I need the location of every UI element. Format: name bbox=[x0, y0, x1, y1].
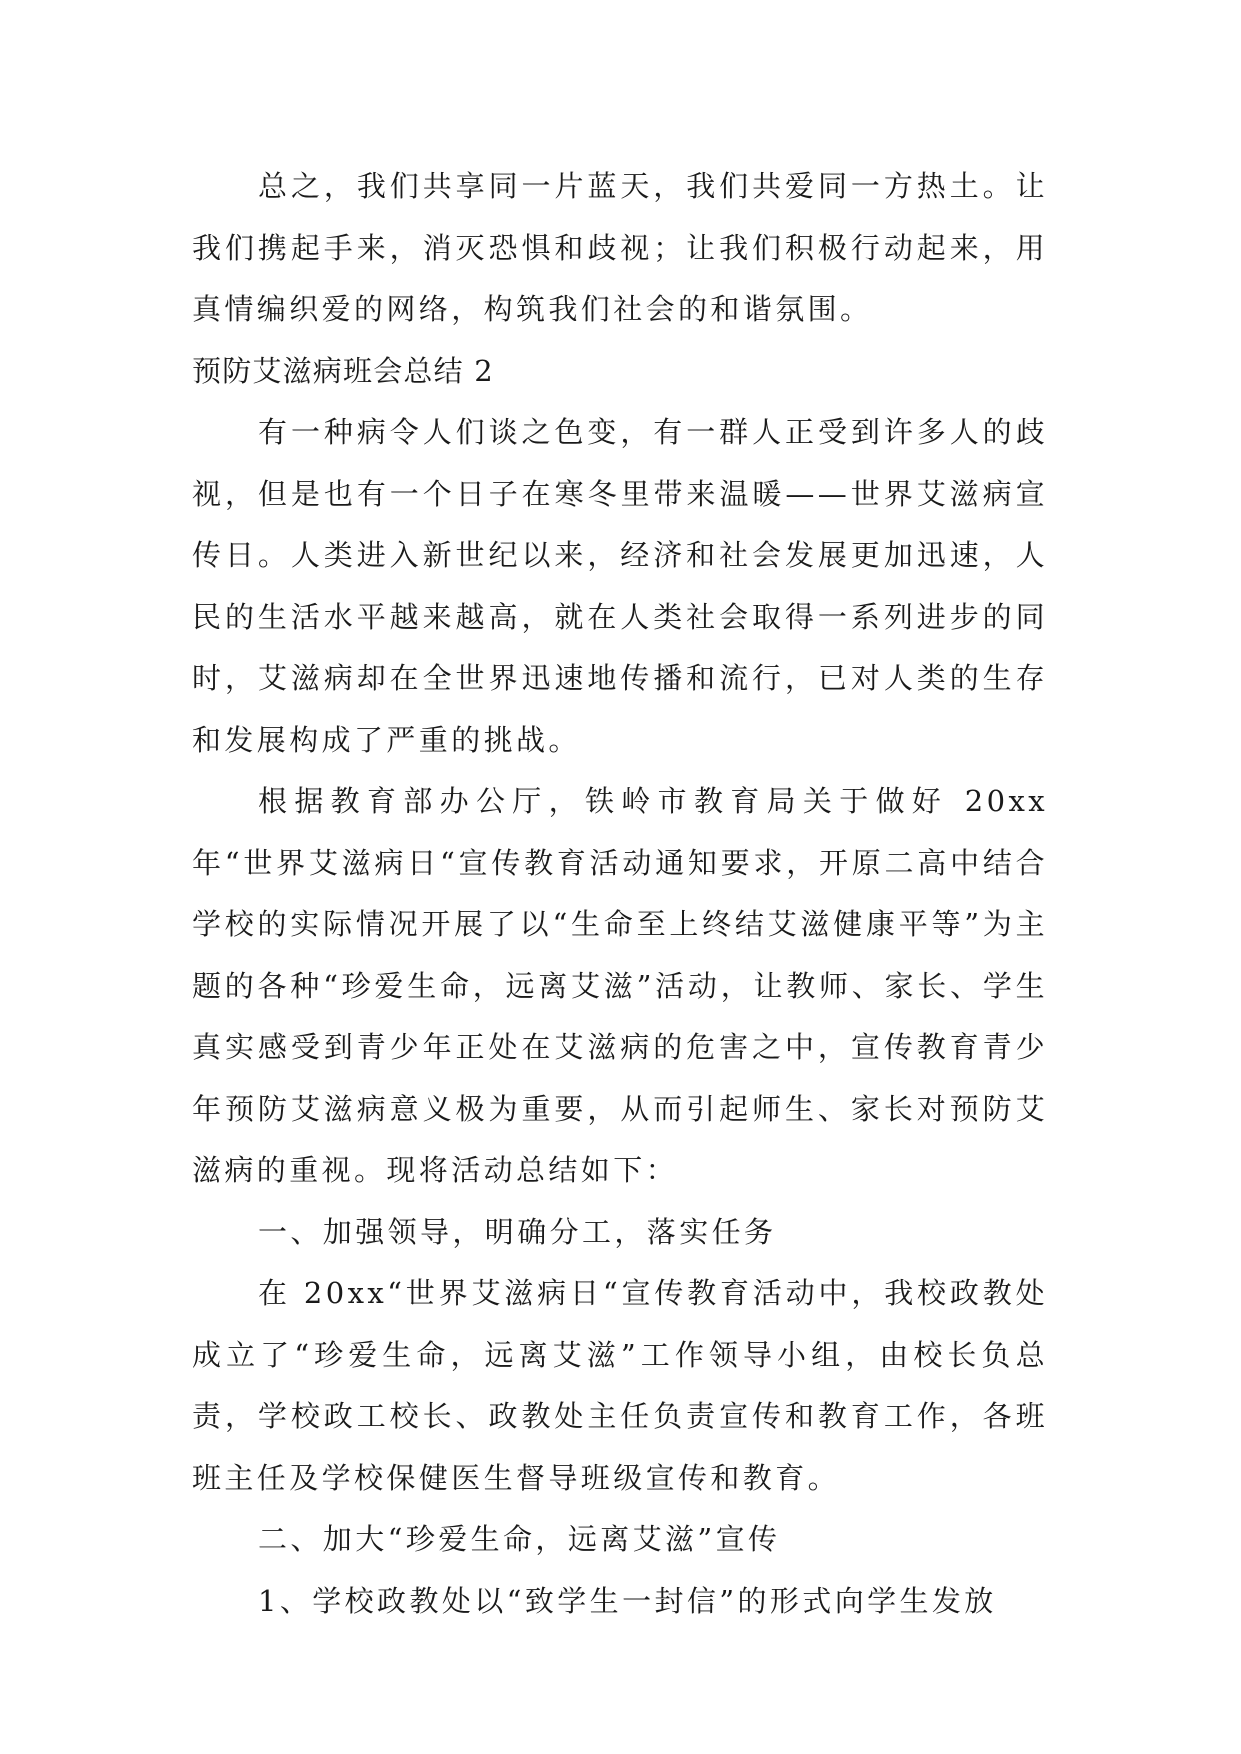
section-title: 预防艾滋病班会总结 2 bbox=[192, 353, 494, 388]
leadership-paragraph: 在 20xx“世界艾滋病日“宣传教育活动中，我校政教处成立了“珍爱生命，远离艾滋”工作领导小组，由校长负总责，学校政工校长、政教处主任负责宣传和教育工作，各班班主任及学校保健医生督导班级宣传和教育。 bbox=[192, 1276, 1048, 1495]
intro-paragraph: 有一种病令人们谈之色变，有一群人正受到许多人的歧视，但是也有一个日子在寒冬里带来温暖——世界艾滋病宣传日。人类进入新世纪以来，经济和社会发展更加迅速，人民的生活水平越来越高，就在人类社会取得一系列进步的同时，艾滋病却在全世界迅速地传播和流行，已对人类的生存和发展构成了严重的挑战。 bbox=[192, 415, 1048, 757]
background-paragraph: 根据教育部办公厅，铁岭市教育局关于做好 20xx 年“世界艾滋病日“宣传教育活动通知要求，开原二高中结合学校的实际情况开展了以“生命至上终结艾滋健康平等”为主题的各种“珍爱生命，远离艾滋”活动，让教师、家长、学生真实感受到青少年正处在艾滋病的危害之中，宣传教育青少年预防艾滋病意义极为重要，从而引起师生、家长对预防艾滋病的重视。现将活动总结如下： bbox=[192, 784, 1048, 1187]
item-1-paragraph: 1、学校政教处以“致学生一封信”的形式向学生发放 bbox=[258, 1583, 997, 1618]
subheading-2: 二、加大“珍爱生命，远离艾滋”宣传 bbox=[258, 1522, 781, 1556]
document-page bbox=[192, 156, 1048, 1632]
subheading-1: 一、加强领导，明确分工，落实任务 bbox=[258, 1214, 777, 1249]
closing-paragraph: 总之，我们共享同一片蓝天，我们共爱同一方热土。让我们携起手来，消灭恐惧和歧视；让我们积极行动起来，用真情编织爱的网络，构筑我们社会的和谐氛围。 bbox=[192, 169, 1048, 326]
